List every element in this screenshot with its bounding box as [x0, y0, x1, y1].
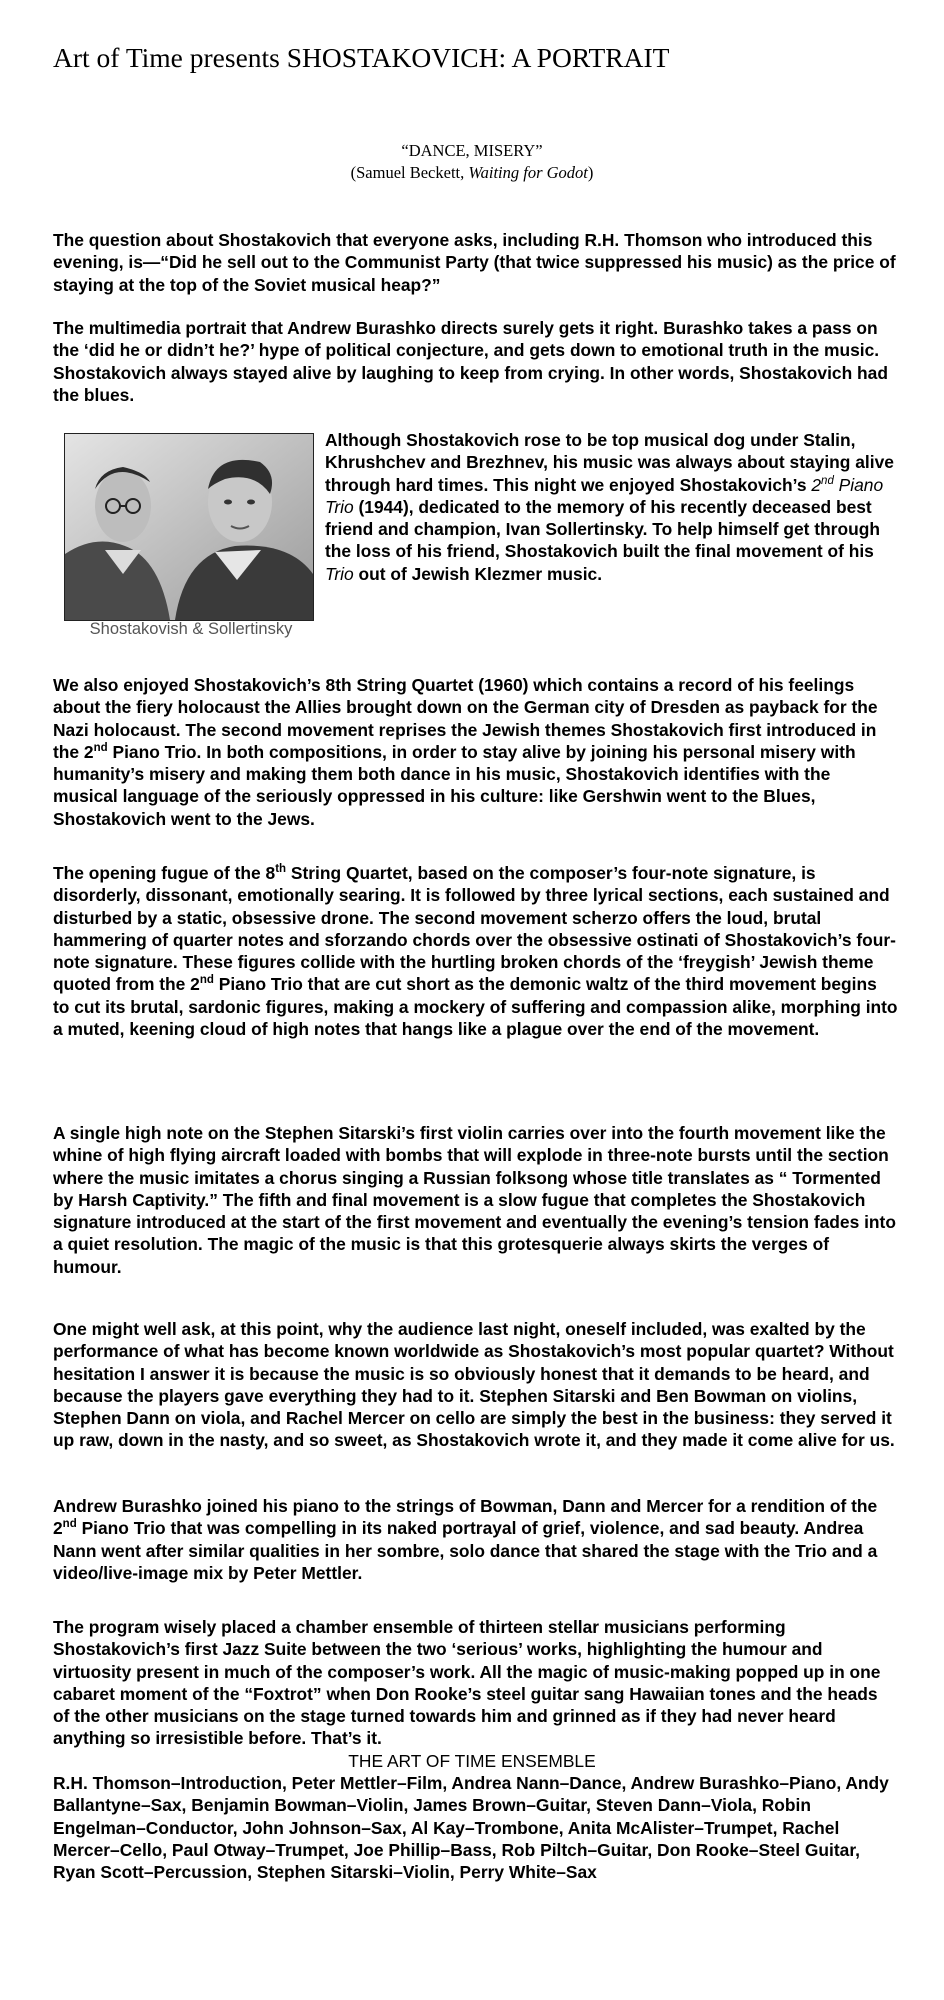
epigraph-quote: “DANCE, MISERY”	[401, 141, 543, 160]
text-run: We also enjoyed Shostakovich’s 8th String Quartet (1960) which contains a record of his feelings about the fiery holocaust the Allies brought down on the German city of Dresden as payback for the Nazi holocaust. The second movement reprises the Jewish themes Shostakovich first introduced in the 2	[53, 675, 878, 762]
paragraph-opening-fugue	[53, 862, 898, 1040]
epigraph	[0, 140, 944, 184]
photo-shostakovich-sollertinsky	[64, 433, 314, 621]
epigraph-work: Waiting for Godot	[468, 163, 588, 182]
superscript: nd	[93, 742, 108, 755]
paragraph-jazz-suite: The program wisely placed a chamber ensemble of thirteen stellar musicians performing Shostakovich’s first Jazz Suite between the two ‘serious’ works, highlighting the humour and virtuosity present in much of the composer’s work. All the magic of music-making popped up in one cabaret moment of the “Foxtrot” when Don Rooke’s steel guitar sang Hawaiian tones and the heads of the other musicians on the stage turned towards him and grinned as if they had never heard anything so irresistible before. That’s it.	[53, 1617, 881, 1749]
paragraph-piano-trio-performance	[53, 1495, 898, 1584]
work-title: Piano Trio	[325, 474, 884, 517]
text-run: Although Shostakovich rose to be top musical dog under Stalin, Khrushchev and Brezhnev, his music was always about staying alive through hard times. This night we enjoyed Shostakovich’s	[325, 430, 894, 495]
work-title: Trio	[325, 563, 354, 584]
text-run: 2	[811, 474, 822, 495]
paragraph-string-quartet	[53, 674, 898, 830]
epigraph-author: (Samuel Beckett,	[350, 163, 469, 182]
ensemble-list: R.H. Thomson–Introduction, Peter Mettler–Film, Andrea Nann–Dance, Andrew Burashko–Piano, Andy Ballantyne–Sax, Benjamin Bowman–Violin, James Brown–Guitar, Steven Dann–Viola, Robin Engelman–Conductor, John Johnson–Sax, Al Kay–Trombone, Anita McAlister–Trumpet, Rachel Mercer–Cello, Paul Otway–Trumpet, Joe Phillip–Bass, Rob Piltch–Guitar, Don Rooke–Steel Guitar, Ryan Scott–Percussion, Stephen Sitarski–Violin, Perry White–Sax	[53, 1773, 889, 1883]
paragraph-fourth-movement: A single high note on the Stephen Sitarski’s first violin carries over into the fourth movement like the whine of high flying aircraft loaded with bombs that will explode in three-note bursts until the section where the music imitates a chorus singing a Russian folksong whose title translates as “ Tormented by Harsh Captivity.” The fifth and final movement is a slow fugue that completes the Shostakovich signature introduced at the start of the first movement and eventually the evening’s tension fades into a quiet resolution. The magic of the music is that this grotesquerie always skirts the verges of humour.	[53, 1123, 896, 1277]
text-run: Piano Trio that are cut short as the demonic waltz of the third movement begins to cut its brutal, sardonic figures, making a mockery of suffering and compassion alike, morphing into a muted, keening cloud of high notes that hangs like a plague over the end of the movement.	[53, 974, 898, 1040]
text-run: Piano Trio that was compelling in its naked portrayal of grief, violence, and sad beauty. Andrea Nann went after similar qualities in her sombre, solo dance that shared the stage with the Trio and a video/live-image mix by Peter Mettler.	[53, 1518, 878, 1583]
text-run: String Quartet, based on the composer’s four-note signature, is disorderly, dissonant, emotionally searing. It is followed by three lyrical sections, each sustained and disturbed by a static, obsessive drone. The second movement scherzo offers the loud, brutal hammering of quarter notes and sforzando chords over the obsessive ostinati of Shostakovich’s four-note signature. These figures collide with the hurtling broken chords of the ‘freygish’ Jewish theme quoted from the 2	[53, 863, 896, 995]
superscript: nd	[62, 1518, 77, 1531]
paragraph-audience: One might well ask, at this point, why the audience last night, oneself included, was exalted by the performance of what has become known worldwide as Shostakovich’s most popular quartet? Without hesitation I answer it is because the music is so obviously honest that it demands to be heard, and because the players gave everything they had to it. Stephen Sitarski and Ben Bowman on violins, Stephen Dann on viola, and Rachel Mercer on cello are simply the best in the business: they served it up raw, down in the nasty, and so sweet, as Shostakovich wrote it, and they made it come alive for us.	[53, 1319, 895, 1451]
superscript: th	[275, 863, 287, 876]
photo-caption: Shostakovish & Sollertinsky	[89, 620, 293, 638]
text-run: (1944), dedicated to the memory of his recently deceased best friend and champion, Ivan Sollertinsky. To help himself get through the loss of his friend, Shostakovich built the final movement of his	[325, 496, 880, 562]
page-title: Art of Time presents SHOSTAKOVICH: A PORTRAIT	[53, 42, 670, 73]
epigraph-source	[0, 162, 944, 184]
superscript: nd	[199, 974, 214, 987]
paragraph-portrait: The multimedia portrait that Andrew Burashko directs surely gets it right. Burashko takes a pass on the ‘did he or didn’t he?’ hype of political conjecture, and gets down to emotional truth in the music. Shostakovich always stayed alive by laughing to keep from crying. In other words, Shostakovich had the blues.	[53, 318, 888, 405]
text-run: The opening fugue of the 8	[53, 863, 276, 883]
text-run: Piano Trio. In both compositions, in order to stay alive by joining his personal misery with humanity’s misery and making them both dance in his music, Shostakovich identifies with the musical language of the seriously oppressed in his culture: like Gershwin went to the Blues, Shostakovich went to the Jews.	[53, 741, 856, 829]
photo-image	[65, 434, 313, 620]
paragraph-piano-trio	[325, 429, 895, 585]
text-run: Andrew Burashko joined his piano to the strings of Bowman, Dann and Mercer for a rendition of the 2	[53, 1496, 878, 1539]
epigraph-close: )	[587, 163, 594, 182]
paragraph-intro: The question about Shostakovich that everyone asks, including R.H. Thomson who introduced this evening, is—“Did he sell out to the Communist Party (that twice suppressed his music) as the price of staying at the top of the Soviet musical heap?”	[53, 230, 896, 295]
text-run: out of Jewish Klezmer music.	[353, 563, 603, 584]
superscript: nd	[821, 474, 834, 487]
ensemble-heading: THE ART OF TIME ENSEMBLE	[348, 1751, 596, 1771]
